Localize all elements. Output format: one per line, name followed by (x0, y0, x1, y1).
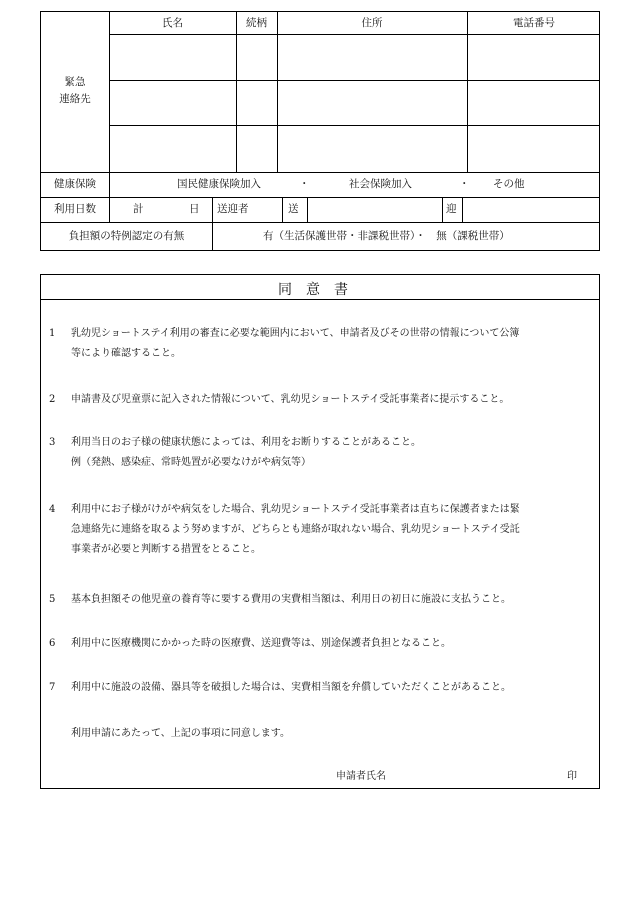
emergency-row-1-address[interactable] (278, 35, 466, 79)
consent-box (40, 274, 600, 789)
consent-item-6-number: 6 (49, 638, 56, 649)
consent-item-5-number: 5 (49, 594, 56, 605)
header-address: 住所 (361, 17, 383, 29)
consent-item-4-line-1: 利用中にお子様がけがや病気をした場合、乳幼児ショートステイ受託事業者は直ちに保護者または緊 (71, 504, 520, 515)
emergency-row-2-phone[interactable] (468, 81, 599, 124)
transport-pickup-input[interactable] (463, 198, 599, 221)
insurance-separator-2: ・ (459, 178, 470, 190)
emergency-label-line2: 連絡先 (59, 93, 91, 105)
consent-item-5-line-1: 基本負担額その他児童の養育等に要する費用の実費相当額は、利用日の初日に施設に支払うこと。 (71, 594, 511, 605)
consent-item-4-line-2: 急連絡先に連絡を取るよう努めますが、どちらとも連絡が取れない場合、乳幼児ショートステイ受託 (71, 524, 520, 535)
transport-pickup-label: 迎 (446, 203, 457, 215)
consent-item-6-line-1: 利用中に医療機関にかかった時の医療費、送迎費等は、別途保護者負担となること。 (71, 638, 451, 649)
emergency-row-3-address[interactable] (278, 126, 466, 171)
header-phone: 電話番号 (513, 17, 555, 29)
consent-item-7 (49, 678, 593, 698)
burden-label: 負担額の特例認定の有無 (68, 230, 185, 242)
burden-value[interactable]: 有（生活保護世帯・非課税世帯）・ 無（課税世帯） (263, 230, 510, 242)
insurance-option-national[interactable]: 国民健康保険加入 (177, 178, 261, 190)
consent-item-4 (49, 500, 593, 560)
consent-title: 同意書 (278, 282, 362, 298)
emergency-row-1-name[interactable] (110, 35, 235, 79)
usage-total-label: 計 (133, 203, 144, 215)
applicant-name-label: 申請者氏名 (336, 771, 386, 782)
consent-item-5 (49, 590, 593, 610)
consent-item-1-number: 1 (49, 328, 56, 339)
consent-item-6 (49, 634, 593, 654)
transport-send-input[interactable] (308, 198, 441, 221)
usage-day-unit: 日 (189, 203, 200, 215)
insurance-separator-1: ・ (299, 178, 310, 190)
seal-mark: 印 (567, 771, 577, 782)
consent-item-1-line-1: 乳幼児ショートステイ利用の審査に必要な範囲内において、申請者及びその世帯の情報について公簿 (71, 328, 520, 339)
consent-item-4-number: 4 (49, 504, 56, 515)
application-form-table (40, 11, 600, 251)
consent-item-2 (49, 390, 593, 410)
emergency-row-1-phone[interactable] (468, 35, 599, 79)
insurance-label: 健康保険 (54, 178, 96, 190)
transport-label: 送迎者 (217, 203, 249, 215)
emergency-row-2-relation[interactable] (237, 81, 276, 124)
insurance-option-social[interactable]: 社会保険加入 (349, 178, 412, 190)
consent-item-1-line-2: 等により確認すること。 (71, 348, 181, 359)
emergency-row-3-phone[interactable] (468, 126, 599, 171)
header-relation: 続柄 (246, 17, 267, 29)
consent-item-3-line-1: 利用当日のお子様の健康状態によっては、利用をお断りすることがあること。 (71, 437, 421, 448)
emergency-row-1-relation[interactable] (237, 35, 276, 79)
emergency-row-3-relation[interactable] (237, 126, 276, 171)
usage-days-input[interactable] (147, 198, 187, 221)
consent-item-3-line-2: 例（発熱、感染症、常時処置が必要なけがや病気等） (71, 457, 311, 468)
consent-item-2-line-1: 申請書及び児童票に記入された情報について、乳幼児ショートステイ受託事業者に提示すること。 (71, 394, 510, 405)
emergency-row-2-name[interactable] (110, 81, 235, 124)
consent-item-1 (49, 324, 593, 364)
insurance-option-other[interactable]: その他 (493, 178, 525, 190)
header-name: 氏名 (162, 17, 183, 29)
emergency-label (41, 74, 109, 108)
consent-item-7-number: 7 (49, 682, 56, 693)
emergency-row-2-address[interactable] (278, 81, 466, 124)
consent-item-2-number: 2 (49, 394, 56, 405)
applicant-name-input[interactable] (401, 765, 561, 785)
consent-agreement: 利用申請にあたって、上記の事項に同意します。 (71, 728, 290, 739)
consent-item-4-line-3: 事業者が必要と判断する措置をとること。 (71, 544, 261, 555)
emergency-label-line1: 緊急 (64, 76, 86, 88)
consent-item-3-number: 3 (49, 437, 56, 448)
consent-item-3 (49, 433, 593, 473)
emergency-row-3-name[interactable] (110, 126, 235, 171)
transport-send-label: 送 (288, 203, 299, 215)
usage-days-label: 利用日数 (54, 203, 96, 215)
consent-item-7-line-1: 利用中に施設の設備、器具等を破損した場合は、実費相当額を弁償していただくことがあること。 (71, 682, 511, 693)
